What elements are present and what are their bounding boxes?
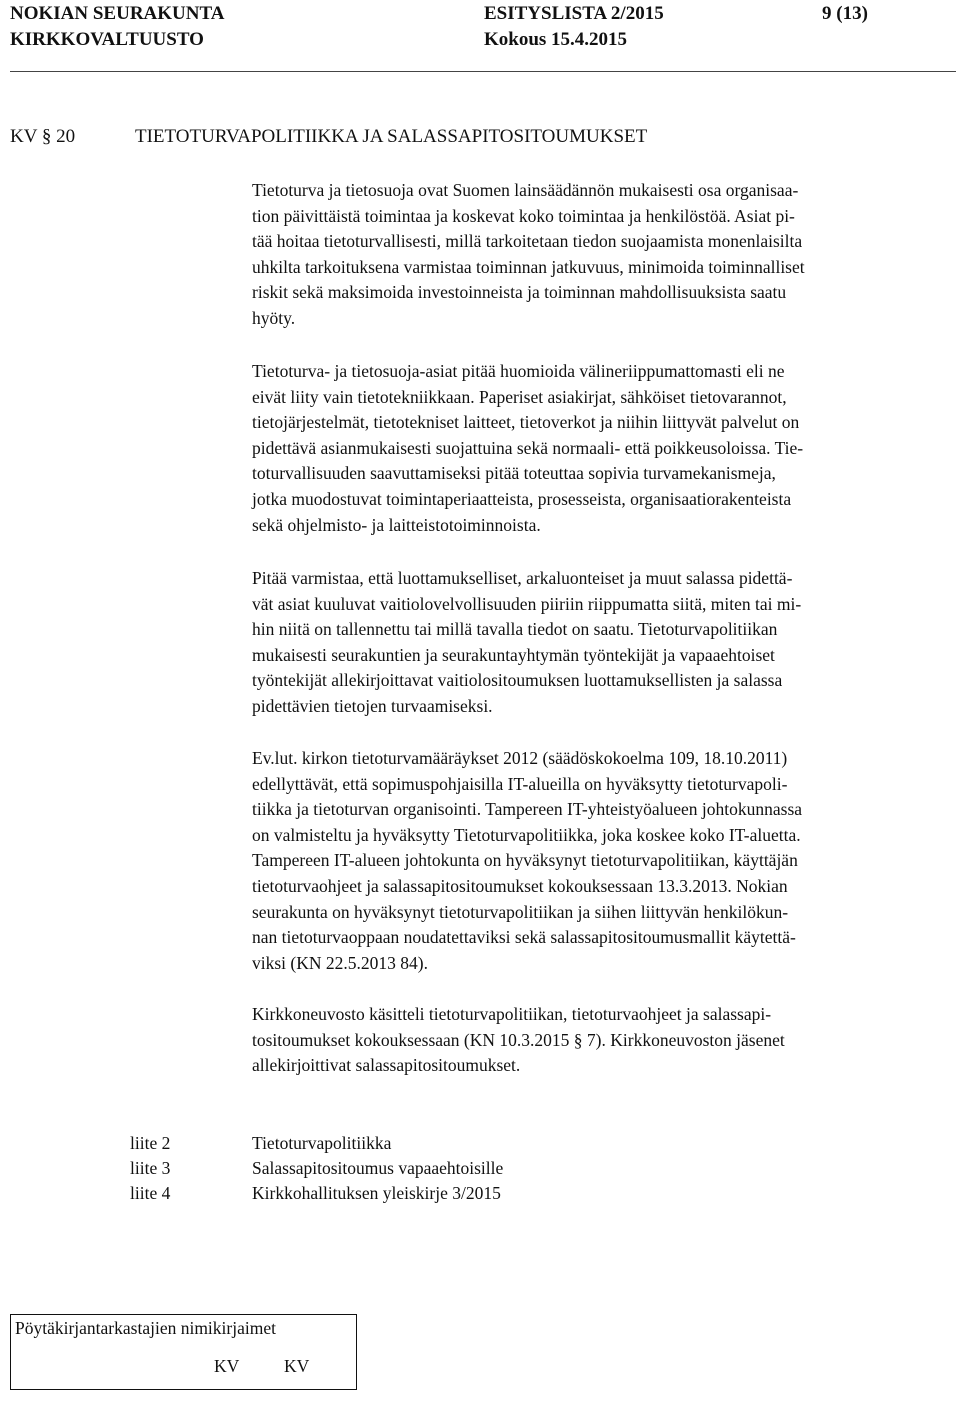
attachment-label: liite 2 [130, 1133, 171, 1153]
paragraph-line: edellyttävät, että sopimuspohjaisilla IT-alueilla on hyväksytty tietoturvapoli- [252, 773, 788, 794]
paragraph-line: pidettävien tietojen turvaamiseksi. [252, 695, 493, 716]
paragraph-line: seurakunta on hyväksynyt tietoturvapolitiikan ja siihen liittyvän henkilökun- [252, 901, 789, 922]
paragraph-line: toturvallisuuden saavuttamiseksi pitää toteuttaa sopivia turvamekanismeja, [252, 463, 776, 484]
paragraph-line: tietojärjestelmät, tietotekniset laitteet, tietoverkot ja niihin liittyvät palvelut on [252, 412, 800, 433]
attachment-title: Tietoturvapolitiikka [252, 1133, 392, 1153]
paragraph-line: Ev.lut. kirkon tietoturvamääräykset 2012 (säädöskokoelma 109, 18.10.2011) [252, 748, 788, 768]
paragraph-line: eivät liity vain tietotekniikkaan. Paperiset asiakirjat, sähköiset tietovarannot, [252, 386, 787, 407]
attachment-title: Kirkkohallituksen yleiskirje 3/2015 [252, 1183, 501, 1203]
attachment-title: Salassapitositoumus vapaaehtoisille [252, 1158, 504, 1178]
paragraph-line: tiikka ja tietoturvan organisointi. Tampereen IT-yhteistyöalueen johtokunnassa [252, 799, 803, 820]
paragraph-line: Pitää varmistaa, että luottamukselliset, arkaluonteiset ja muut salassa pidettä- [252, 568, 793, 588]
paragraph-line: tion päivittäistä toimintaa ja koskevat koko toimintaa ja henkilöstöä. Asiat pi- [252, 205, 795, 226]
paragraph-line: tietoturvaohjeet ja salassapitositoumukset kokouksessaan 13.3.2013. Nokian [252, 875, 788, 896]
paragraph-line: vät asiat kuuluvat vaitiolovelvollisuuden piiriin riippumatta siitä, miten tai mi- [252, 593, 802, 614]
paragraph-5 [252, 1002, 785, 1079]
paragraph-4 [252, 746, 802, 976]
paragraph-line: nan tietoturvaoppaan noudatettaviksi sekä salassapitositoumusmallit käytettä- [252, 927, 796, 948]
signature-title: Pöytäkirjantarkastajien nimikirjaimet [15, 1318, 276, 1338]
paragraph-2 [252, 359, 803, 538]
paragraph-line: allekirjoittivat salassapitositoumukset. [252, 1055, 521, 1076]
paragraph-line: riskit sekä maksimoida investoinneista ja toiminnan mahdollisuuksista saatu [252, 282, 787, 303]
paragraph-line: Tampereen IT-alueen johtokunta on hyväksynyt tietoturvapolitiikan, käyttäjän [252, 850, 798, 871]
paragraph-line: on valmisteltu ja hyväksytty Tietoturvapolitiikka, joka koskee koko IT-aluetta. [252, 824, 801, 845]
section-code: KV § 20 [10, 126, 76, 147]
page-number: 9 (13) [822, 3, 868, 24]
header-divider [10, 71, 956, 72]
paragraph-line: viksi (KN 22.5.2013 84). [252, 952, 428, 973]
agenda-number: ESITYSLISTA 2/2015 [484, 3, 664, 24]
paragraph-line: työntekijät allekirjoittavat vaitiolositoumuksen luottamuksellisten ja salassa [252, 670, 783, 691]
paragraph-line: mukaisesti seurakuntien ja seurakuntayhtymän työntekijät ja vapaaehtoiset [252, 644, 775, 665]
paragraph-line: Tietoturva ja tietosuoja ovat Suomen lainsäädännön mukaisesti osa organisaa- [252, 180, 799, 200]
paragraph-line: hyöty. [252, 307, 296, 328]
paragraph-line: uhkilta tarkoituksena varmistaa toiminnan jatkuvuus, minimoida toiminnalliset [252, 256, 805, 277]
governing-body: KIRKKOVALTUUSTO [10, 29, 204, 50]
reviewer-initials: KV [284, 1356, 310, 1376]
signature-box [10, 1314, 357, 1390]
reviewer-initials: KV [214, 1356, 240, 1376]
paragraph-line: Kirkkoneuvosto käsitteli tietoturvapolitiikan, tietoturvaohjeet ja salassapi- [252, 1004, 772, 1024]
section-title: TIETOTURVAPOLITIIKKA JA SALASSAPITOSITOUMUKSET [135, 126, 648, 147]
organization-name: NOKIAN SEURAKUNTA [10, 3, 225, 24]
paragraph-line: hin niitä on tallennettu tai millä tavalla tiedot on saatu. Tietoturvapolitiikan [252, 619, 778, 640]
paragraph-line: tää hoitaa tietoturvallisesti, millä tarkoitetaan tiedon suojaamista monenlaisilta [252, 231, 803, 252]
paragraph-line: pidettävä asianmukaisesti suojattuina sekä normaali- että poikkeusoloissa. Tie- [252, 437, 804, 458]
paragraph-line: Tietoturva- ja tietosuoja-asiat pitää huomioida välineriippumattomasti eli ne [252, 361, 785, 381]
paragraph-line: sekä ohjelmisto- ja laitteistotoiminnoista. [252, 514, 541, 535]
paragraph-line: tositoumukset kokouksessaan (KN 10.3.2015 § 7). Kirkkoneuvoston jäsenet [252, 1029, 785, 1050]
meeting-date: Kokous 15.4.2015 [484, 29, 628, 50]
attachment-label: liite 4 [130, 1183, 171, 1203]
attachment-label: liite 3 [130, 1158, 171, 1178]
paragraph-3 [252, 566, 801, 720]
paragraph-line: jotka muodostuvat toimintaperiaatteista, prosesseista, organisaatiorakenteista [252, 488, 792, 509]
paragraph-1 [252, 178, 805, 332]
